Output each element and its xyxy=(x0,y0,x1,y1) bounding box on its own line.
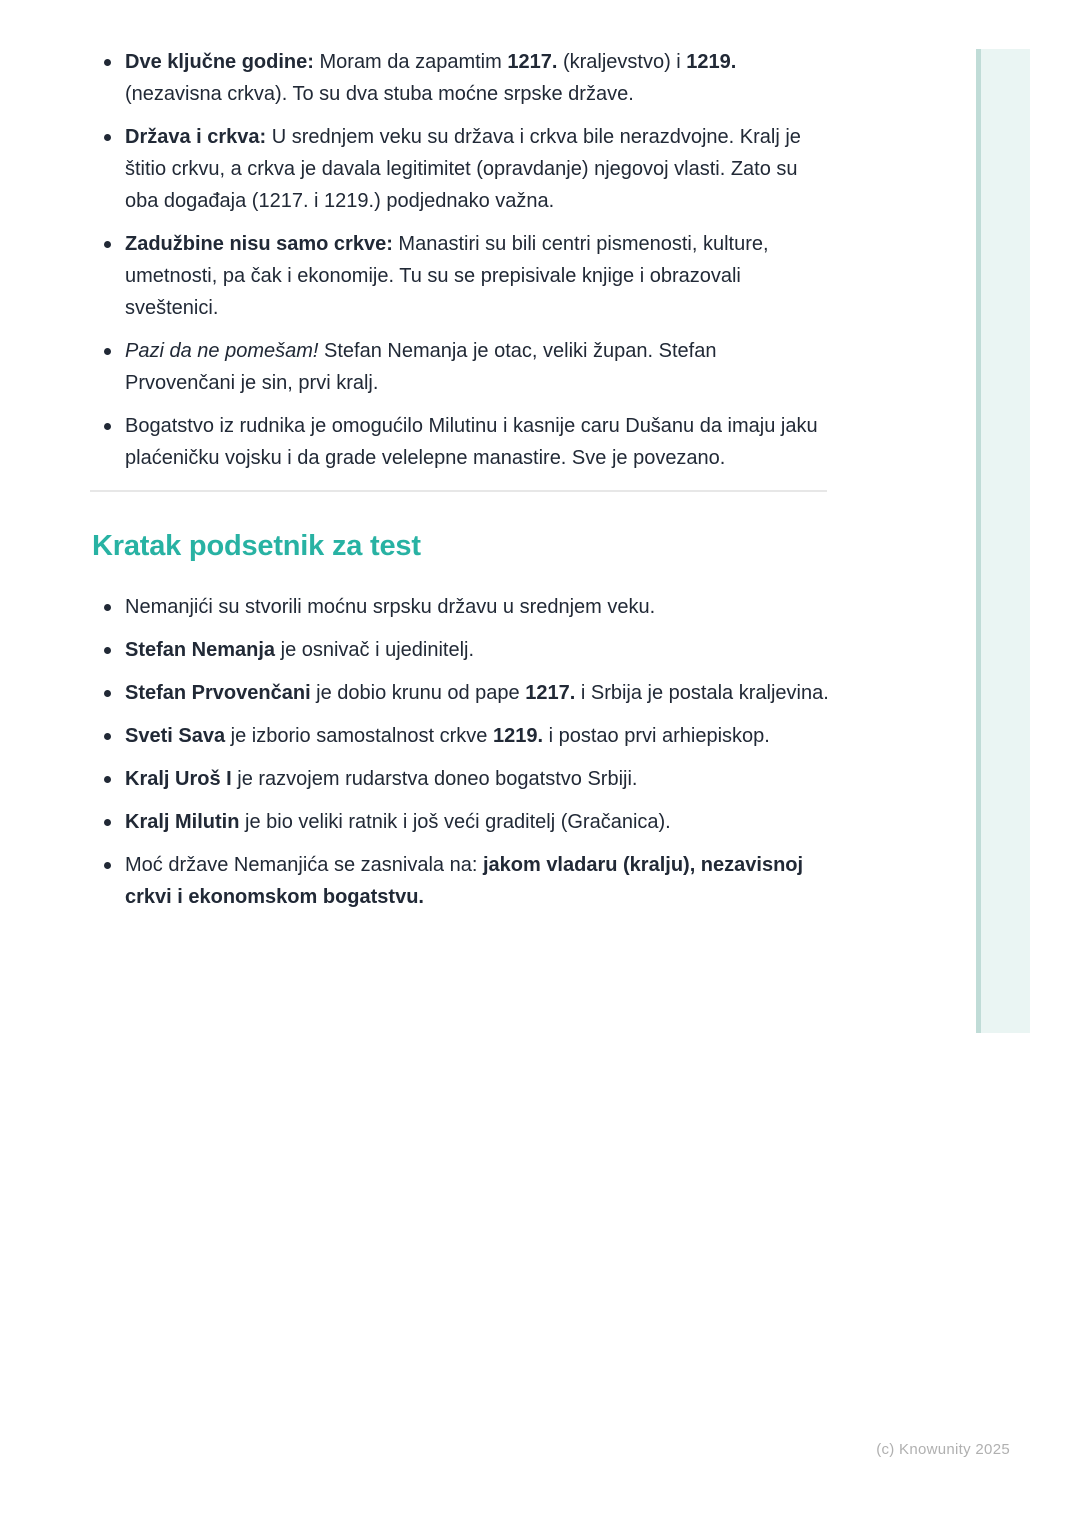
list-item xyxy=(90,335,830,399)
text-segment: je razvojem rudarstva doneo bogatstvo Srbiji. xyxy=(231,768,638,790)
text-segment: U srednjem veku su država i crkva bile nerazdvojne. Kralj je štitio crkvu, a crkva je davala legitimitet (opravdanje) njegovoj vlasti. Zato su oba događaja (1217. i 1219.) podjednako važna. xyxy=(125,126,801,212)
text-segment: i Srbija je postala kraljevina. xyxy=(575,682,829,704)
text-segment: Pazi da ne pomešam! xyxy=(125,340,319,362)
text-segment: 1219. xyxy=(492,725,544,747)
text-segment: Dve ključne godine: xyxy=(125,51,314,73)
list-item xyxy=(90,849,830,913)
text-segment: je dobio krunu od pape xyxy=(310,682,526,704)
text-segment: Moć države Nemanjića se zasnivala na: xyxy=(125,854,483,876)
text-segment: Sveti Sava xyxy=(125,725,226,747)
text-segment: Moram da zapamtim xyxy=(313,51,508,73)
notes-content xyxy=(90,46,830,924)
text-segment: Kralj Uroš I xyxy=(125,768,232,790)
copyright-watermark: (c) Knowunity 2025 xyxy=(876,1441,1010,1458)
list-item xyxy=(90,121,830,217)
key-takeaways-list xyxy=(90,46,830,474)
text-segment: (kraljevstvo) i xyxy=(557,51,687,73)
list-item xyxy=(90,228,830,324)
text-segment: 1217. xyxy=(507,51,558,73)
section-divider xyxy=(90,490,827,492)
list-item xyxy=(90,763,830,795)
text-segment: Nemanjići su stvorili moćnu srpsku državu u srednjem veku. xyxy=(125,596,656,618)
text-segment: Država i crkva: xyxy=(125,126,267,148)
list-item xyxy=(90,806,830,838)
text-segment: Stefan Nemanja xyxy=(125,639,276,661)
list-item xyxy=(90,46,830,110)
list-item xyxy=(90,591,830,623)
text-segment: i postao prvi arhiepiskop. xyxy=(543,725,770,747)
text-segment: (nezavisna crkva). To su dva stuba moćne srpske države. xyxy=(125,83,634,105)
list-item xyxy=(90,634,830,666)
text-segment: 1219. xyxy=(686,51,737,73)
list-item xyxy=(90,720,830,752)
page-edge-highlight xyxy=(976,49,1030,1033)
list-item xyxy=(90,410,830,474)
text-segment: Stefan Prvovenčani xyxy=(125,682,311,704)
section-heading: Kratak podsetnik za test xyxy=(92,530,421,562)
list-item xyxy=(90,677,830,709)
text-segment: je izborio samostalnost crkve xyxy=(225,725,493,747)
text-segment: Kralj Milutin xyxy=(125,811,240,833)
test-reminder-list xyxy=(90,591,830,913)
text-segment: Bogatstvo iz rudnika je omogućilo Milutinu i kasnije caru Dušanu da imaju jaku plaćeničku vojsku i da grade velelepne manastire. Sve je povezano. xyxy=(125,415,818,469)
text-segment: Stefan Nemanja je otac, veliki župan. Stefan Prvovenčani je sin, prvi kralj. xyxy=(125,340,717,394)
text-segment: je osnivač i ujedinitelj. xyxy=(275,639,475,661)
text-segment: 1217. xyxy=(525,682,576,704)
text-segment: je bio veliki ratnik i još veći graditelj (Gračanica). xyxy=(239,811,671,833)
text-segment: Zadužbine nisu samo crkve: xyxy=(125,233,393,255)
text-segment: jakom vladaru (kralju), nezavisnoj crkvi i ekonomskom bogatstvu. xyxy=(125,854,804,908)
text-segment: Manastiri su bili centri pismenosti, kulture, umetnosti, pa čak i ekonomije. Tu su se prepisivale knjige i obrazovali sveštenici. xyxy=(125,233,769,319)
